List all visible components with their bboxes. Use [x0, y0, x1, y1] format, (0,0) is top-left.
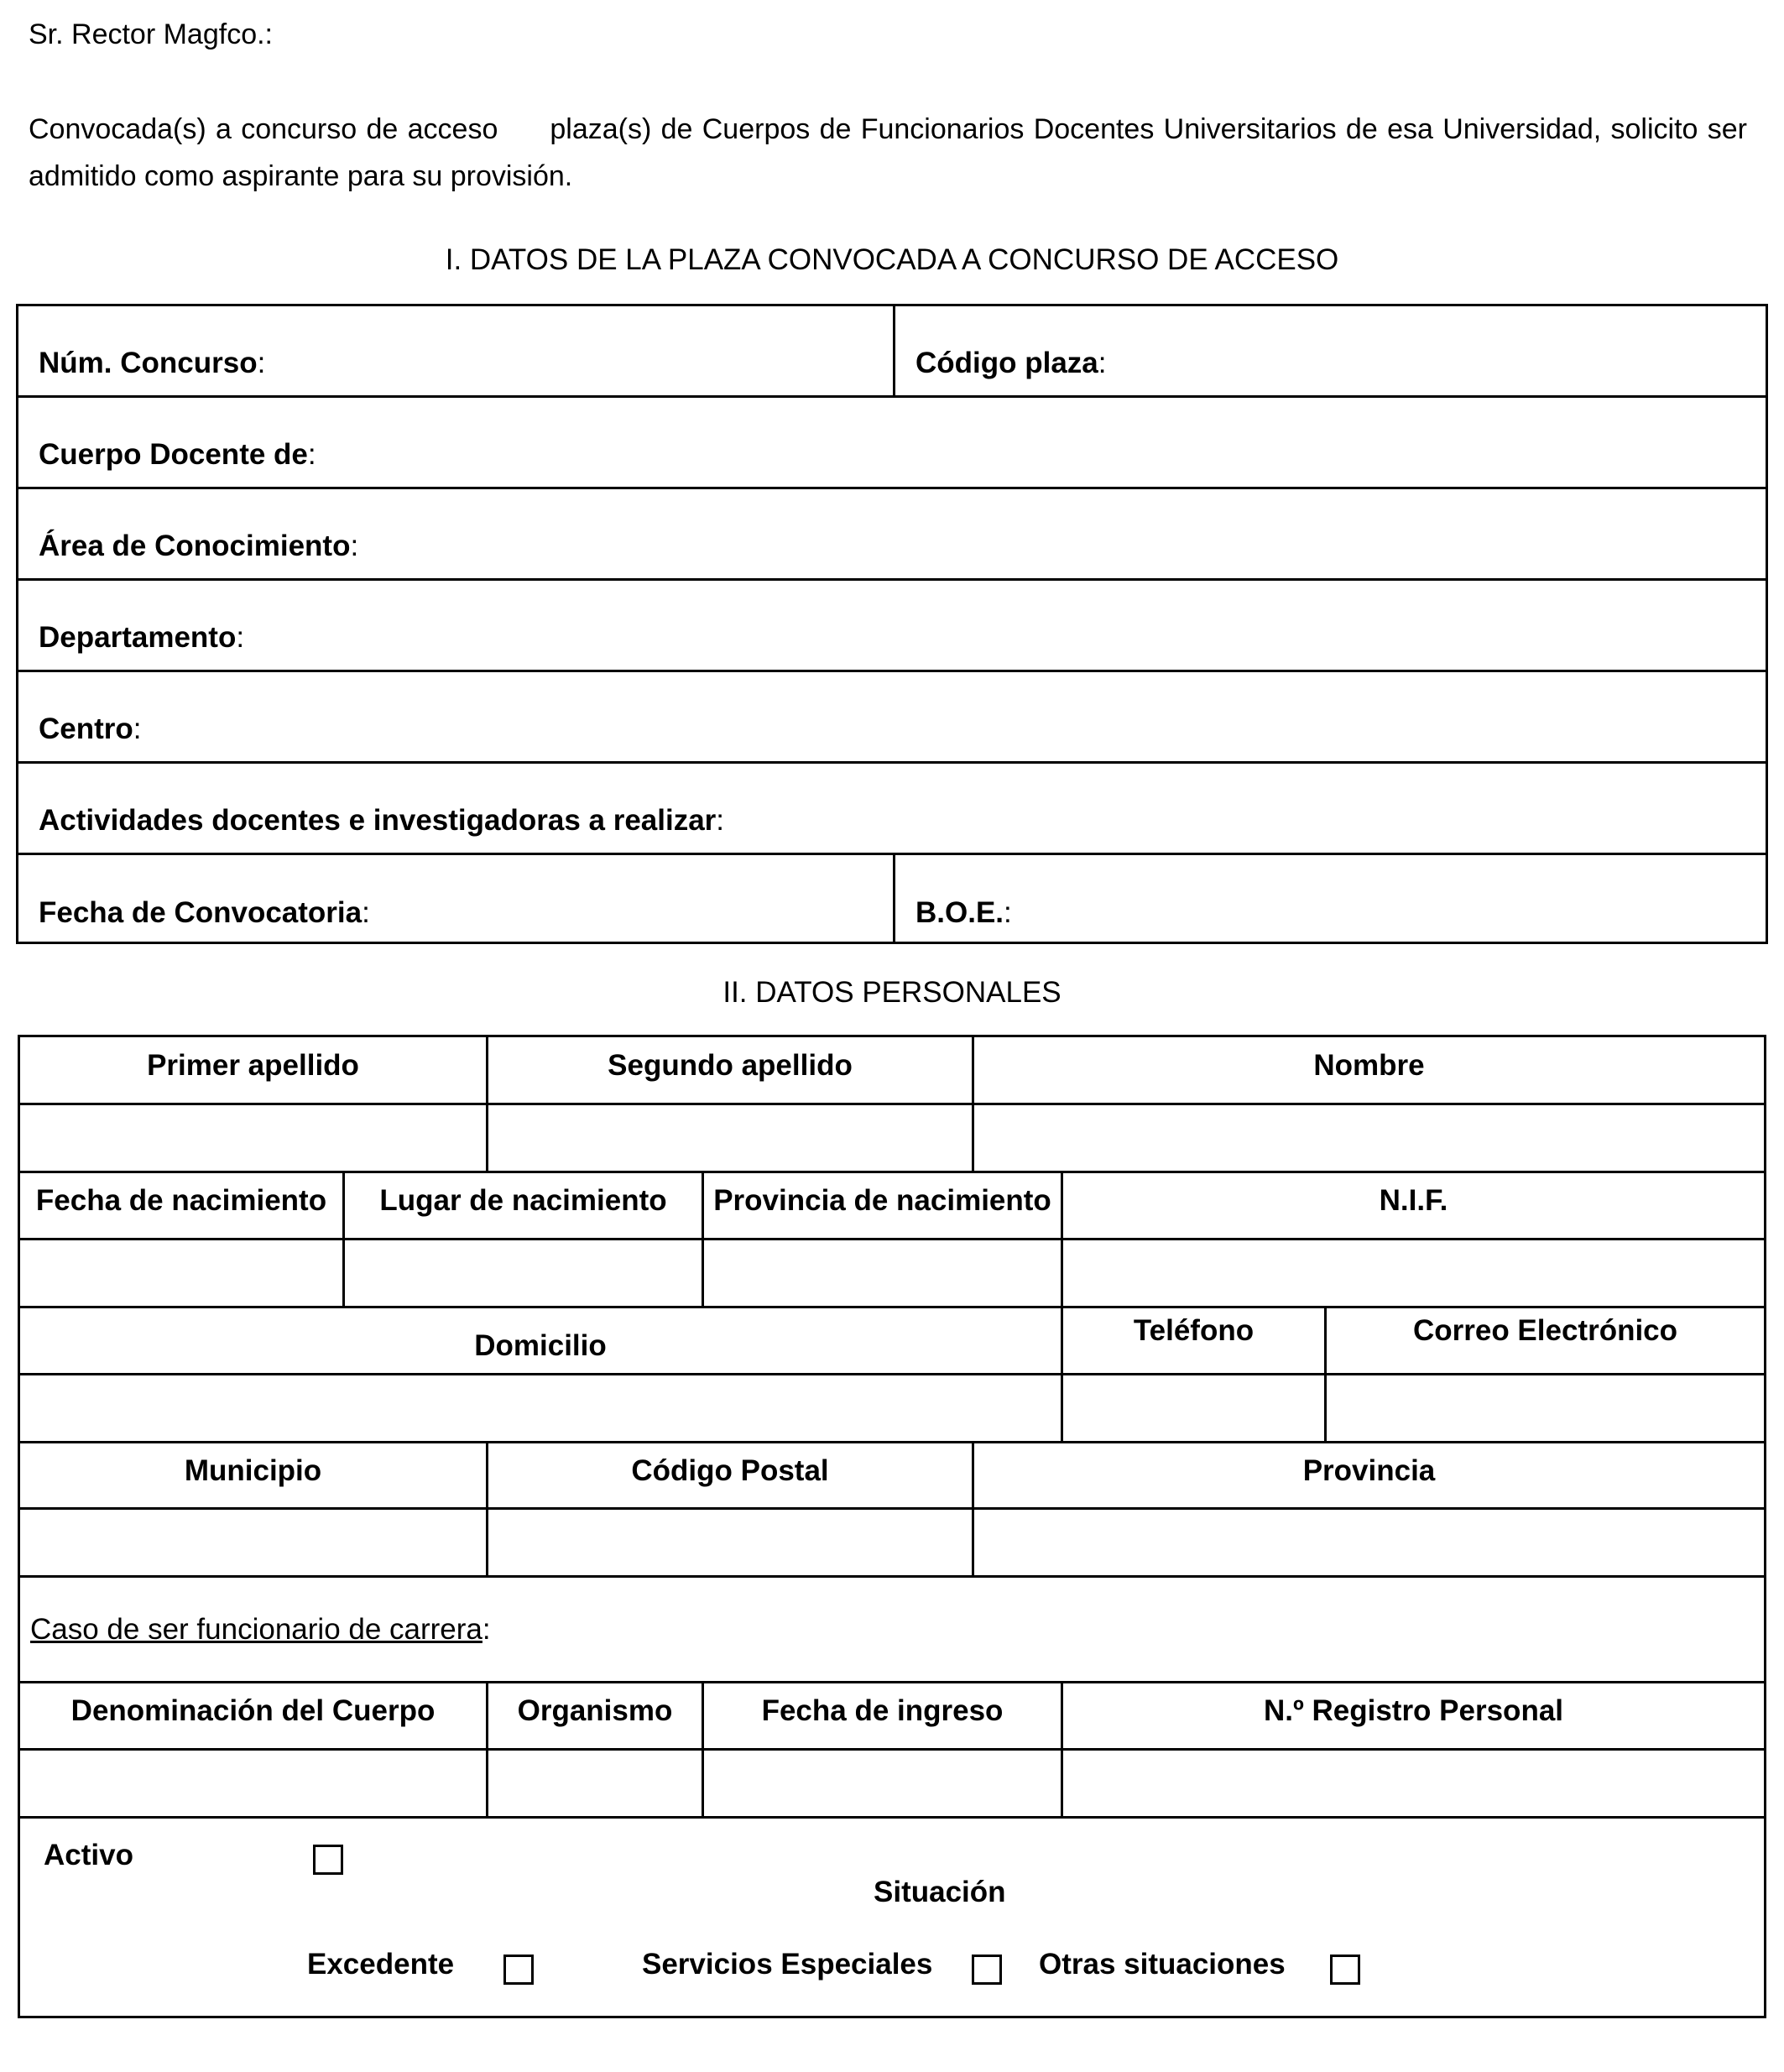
lugar-nacimiento-header: Lugar de nacimiento	[379, 1184, 667, 1217]
segundo-apellido-header: Segundo apellido	[608, 1049, 853, 1082]
fecha-convocatoria-label: Fecha de Convocatoria	[39, 896, 363, 929]
boe-label: B.O.E.	[915, 896, 1004, 929]
municipio-input[interactable]	[20, 1510, 486, 1575]
nif-header: N.I.F.	[1379, 1184, 1448, 1217]
actividades-label: Actividades docentes e investigadoras a realizar	[39, 804, 717, 837]
num-concurso-field[interactable]: Núm. Concurso:	[39, 347, 266, 379]
fecha-nacimiento-input[interactable]	[20, 1240, 342, 1306]
registro-input[interactable]	[1063, 1751, 1764, 1816]
provincia-input[interactable]	[974, 1510, 1764, 1575]
primer-apellido-input[interactable]	[20, 1105, 486, 1171]
correo-header: Correo Electrónico	[1412, 1314, 1678, 1347]
excedente-checkbox[interactable]	[503, 1955, 534, 1985]
actividades-field[interactable]: Actividades docentes e investigadoras a realizar:	[39, 804, 725, 837]
codigo-postal-input[interactable]	[488, 1510, 972, 1575]
nif-input[interactable]	[1063, 1240, 1764, 1306]
otras-situaciones-label: Otras situaciones	[1039, 1948, 1286, 1981]
situacion-title: Situación	[874, 1876, 1006, 1908]
area-conocimiento-field[interactable]: Área de Conocimiento:	[39, 530, 359, 562]
departamento-field[interactable]: Departamento:	[39, 621, 245, 654]
domicilio-header: Domicilio	[474, 1329, 607, 1362]
provincia-header: Provincia	[1302, 1454, 1436, 1487]
intro-part2: plaza(s) de Cuerpos de Funcionarios Docentes Universitarios de esa Universidad, solicito ser admitido como aspirante para su provisión.	[29, 113, 1747, 192]
primer-apellido-header: Primer apellido	[147, 1049, 359, 1082]
centro-label: Centro	[39, 712, 133, 745]
nombre-input[interactable]	[974, 1105, 1764, 1171]
funcionario-label: Caso de ser funcionario de carrera	[30, 1613, 483, 1646]
codigo-plaza-field[interactable]: Código plaza:	[915, 347, 1107, 379]
servicios-especiales-checkbox[interactable]	[972, 1955, 1002, 1985]
activo-checkbox[interactable]	[313, 1845, 343, 1875]
area-label: Área de Conocimiento	[39, 530, 351, 562]
departamento-label: Departamento	[39, 621, 237, 654]
section1-title: I. DATOS DE LA PLAZA CONVOCADA A CONCURSO DE ACCESO	[445, 243, 1339, 276]
funcionario-label-row: Caso de ser funcionario de carrera:	[30, 1613, 491, 1646]
fecha-convocatoria-field[interactable]: Fecha de Convocatoria:	[39, 896, 370, 929]
organismo-input[interactable]	[488, 1751, 702, 1816]
telefono-header: Teléfono	[1133, 1314, 1255, 1347]
domicilio-input[interactable]	[20, 1375, 1061, 1441]
intro-part1: Convocada(s) a concurso de acceso	[29, 113, 498, 145]
provincia-nacimiento-header: Provincia de nacimiento	[713, 1184, 1051, 1217]
codigo-postal-header: Código Postal	[631, 1454, 829, 1487]
fecha-ingreso-input[interactable]	[704, 1751, 1061, 1816]
servicios-especiales-label: Servicios Especiales	[642, 1948, 933, 1981]
fecha-ingreso-header: Fecha de ingreso	[761, 1694, 1004, 1727]
otras-situaciones-checkbox[interactable]	[1330, 1955, 1360, 1985]
segundo-apellido-input[interactable]	[488, 1105, 972, 1171]
cuerpo-docente-label: Cuerpo Docente de	[39, 438, 308, 471]
boe-field[interactable]: B.O.E.:	[915, 896, 1012, 929]
num-concurso-label: Núm. Concurso	[39, 347, 258, 379]
greeting: Sr. Rector Magfco.:	[29, 18, 273, 50]
cuerpo-docente-field[interactable]: Cuerpo Docente de:	[39, 438, 316, 471]
denominacion-header: Denominación del Cuerpo	[70, 1694, 436, 1727]
nombre-header: Nombre	[1313, 1049, 1425, 1082]
fecha-nacimiento-header: Fecha de nacimiento	[35, 1184, 327, 1217]
section1-table	[16, 304, 1768, 944]
intro-paragraph	[29, 106, 1747, 200]
codigo-plaza-label: Código plaza	[915, 347, 1098, 379]
section2-title: II. DATOS PERSONALES	[722, 976, 1062, 1009]
centro-field[interactable]: Centro:	[39, 712, 142, 745]
municipio-header: Municipio	[184, 1454, 322, 1487]
registro-header: N.º Registro Personal	[1263, 1694, 1564, 1727]
lugar-nacimiento-input[interactable]	[345, 1240, 702, 1306]
correo-input[interactable]	[1327, 1375, 1764, 1441]
organismo-header: Organismo	[517, 1694, 673, 1727]
telefono-input[interactable]	[1063, 1375, 1324, 1441]
provincia-nacimiento-input[interactable]	[704, 1240, 1061, 1306]
denominacion-input[interactable]	[20, 1751, 486, 1816]
excedente-label: Excedente	[307, 1948, 455, 1981]
activo-label: Activo	[44, 1839, 133, 1871]
section2-table	[18, 1035, 1766, 2018]
